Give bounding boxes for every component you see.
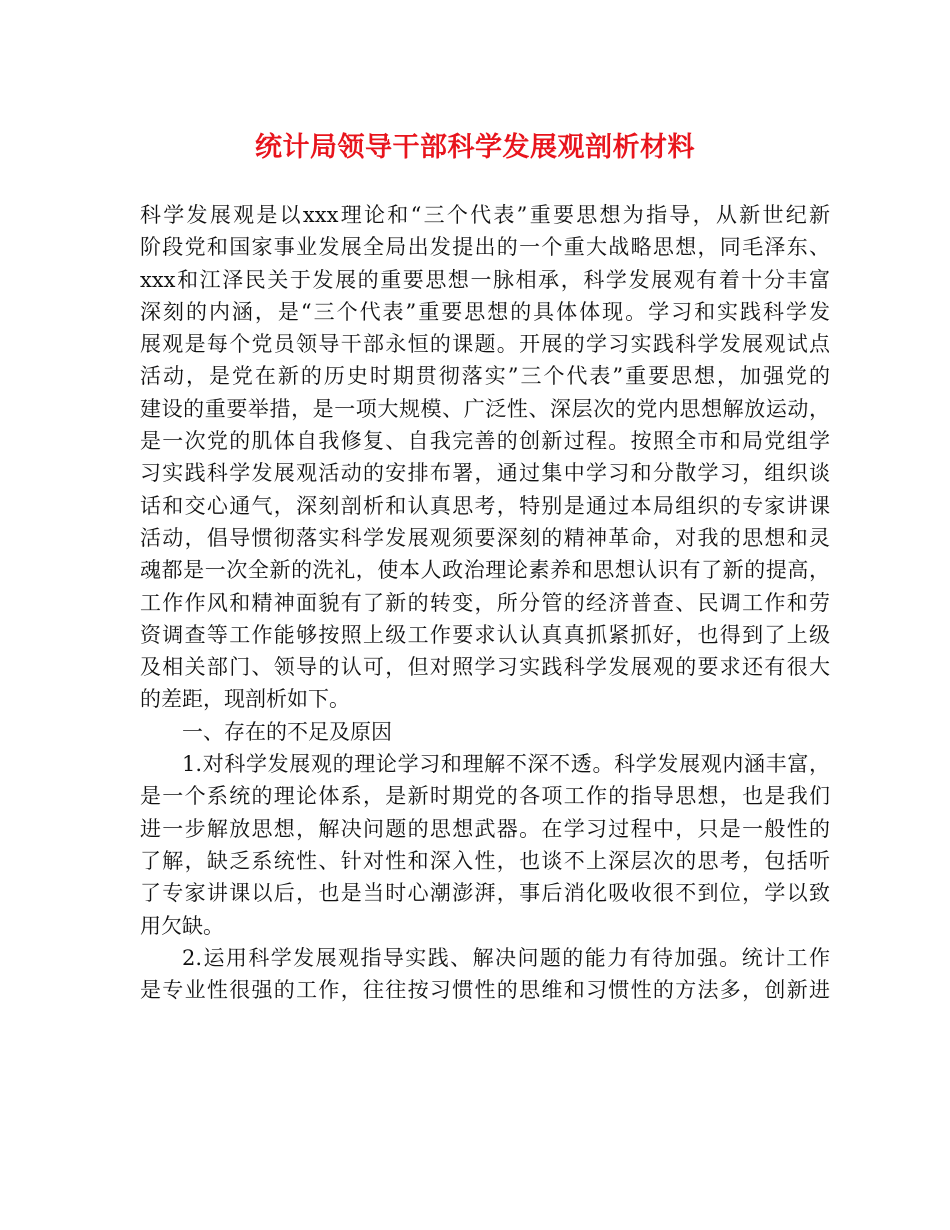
text-line: 是一个系统的理论体系，是新时期党的各项工作的指导思想，也是我们 bbox=[140, 784, 830, 809]
text-line: 的差距，现剖析如下。 bbox=[140, 687, 350, 712]
text-line: 了专家讲课以后，也是当时心潮澎湃，事后消化吸收很不到位，学以致 bbox=[140, 881, 830, 906]
text-line: 展观是每个党员领导干部永恒的课题。开展的学习实践科学发展观试点 bbox=[140, 332, 830, 357]
text-line: 建设的重要举措，是一项大规模、广泛性、深层次的党内思想解放运动， bbox=[140, 396, 830, 421]
text-line: 活动，是党在新的历史时期贯彻落实”三个代表”重要思想，加强党的 bbox=[140, 364, 830, 389]
text-line: 是专业性很强的工作，往往按习惯性的思维和习惯性的方法多，创新进 bbox=[140, 978, 830, 1003]
text-line: 2.运用科学发展观指导实践、解决问题的能力有待加强。统计工作 bbox=[182, 945, 830, 970]
text-line: 活动，倡导惯彻落实科学发展观须要深刻的精神革命，对我的思想和灵 bbox=[140, 525, 830, 550]
text-line: 进一步解放思想，解决问题的思想武器。在学习过程中，只是一般性的 bbox=[140, 816, 830, 841]
document-body bbox=[140, 199, 830, 1006]
text-line: 工作作风和精神面貌有了新的转变，所分管的经济普查、民调工作和劳 bbox=[140, 590, 830, 615]
text-line: 及相关部门、领导的认可，但对照学习实践科学发展观的要求还有很大 bbox=[140, 655, 830, 680]
text-line: 了解，缺乏系统性、针对性和深入性，也谈不上深层次的思考，包括听 bbox=[140, 848, 830, 873]
text-line: xxx和江泽民关于发展的重要思想一脉相承，科学发展观有着十分丰富 bbox=[140, 267, 830, 292]
text-line: 科学发展观是以xxx理论和“三个代表”重要思想为指导，从新世纪新 bbox=[140, 203, 830, 227]
section-heading: 一、存在的不足及原因 bbox=[182, 719, 392, 744]
text-line: 资调查等工作能够按照上级工作要求认认真真抓紧抓好，也得到了上级 bbox=[140, 622, 830, 647]
text-line: 话和交心通气，深刻剖析和认真思考，特别是通过本局组织的专家讲课 bbox=[140, 493, 830, 518]
text-line: 用欠缺。 bbox=[140, 913, 224, 938]
text-line: 习实践科学发展观活动的安排布署，通过集中学习和分散学习，组织谈 bbox=[140, 461, 830, 486]
text-line: 是一次党的肌体自我修复、自我完善的创新过程。按照全市和局党组学 bbox=[140, 429, 830, 454]
text-line: 1.对科学发展观的理论学习和理解不深不透。科学发展观内涵丰富， bbox=[182, 752, 830, 777]
text-line: 深刻的内涵，是“三个代表”重要思想的具体体现。学习和实践科学发 bbox=[140, 299, 830, 324]
text-line: 魂都是一次全新的洗礼，使本人政治理论素养和思想认识有了新的提高， bbox=[140, 558, 830, 583]
text-line: 阶段党和国家事业发展全局出发提出的一个重大战略思想，同毛泽东、 bbox=[140, 235, 830, 260]
document-title: 统计局领导干部科学发展观剖析材料 bbox=[255, 132, 695, 163]
